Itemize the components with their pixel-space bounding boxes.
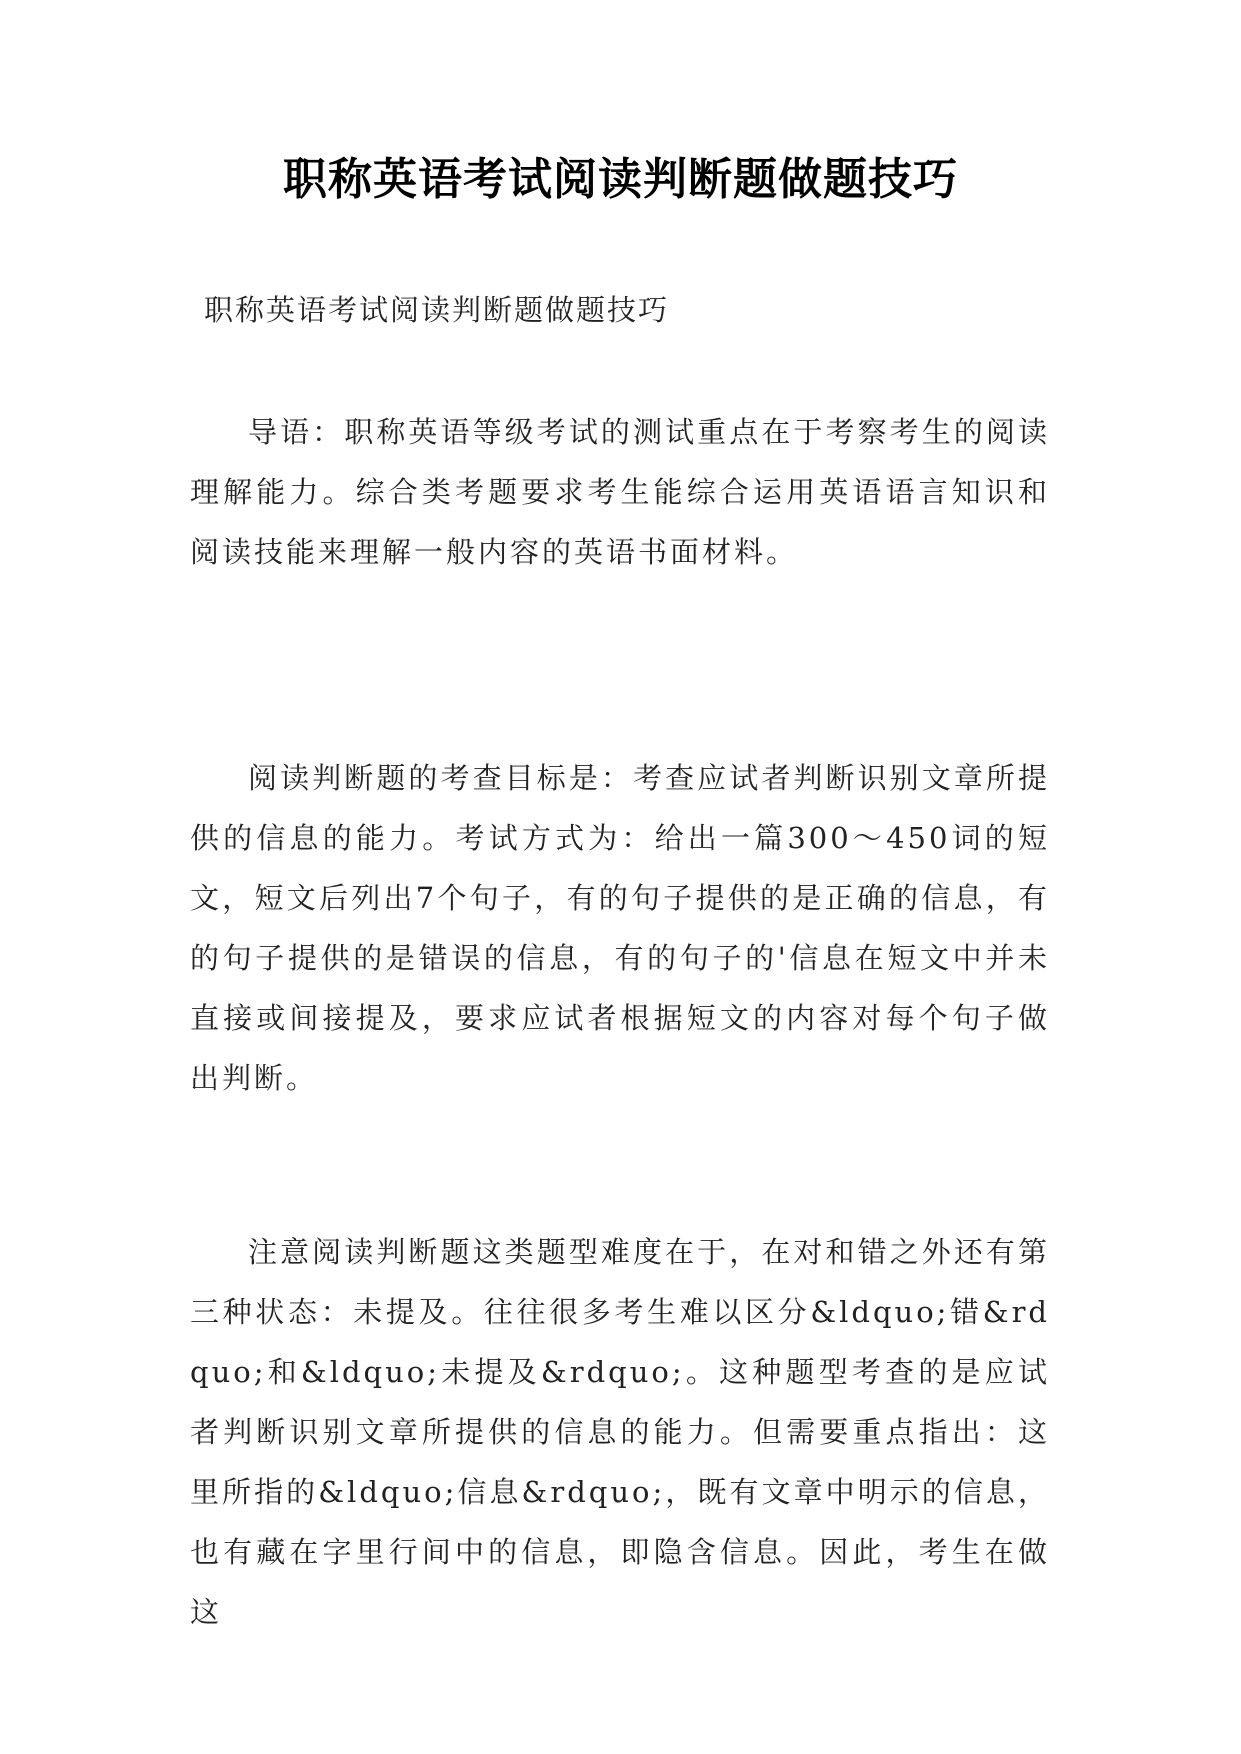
document-title: 职称英语考试阅读判断题做题技巧 xyxy=(283,154,958,205)
paragraph-difficulty: 注意阅读判断题这类题型难度在于，在对和错之外还有第三种状态：未提及。往往很多考生难以区分&ldquo;错&rdquo;和&ldquo;未提及&rdquo;。这种题型考查的是应试者判断识别文章所提供的信息的能力。但需要重点指出：这里所指的&ldquo;信息&rdquo;，既有文章中明示的信息，也有藏在字里行间中的信息，即隐含信息。因此，考生在做这 xyxy=(190,1235,1050,1629)
paragraph-objective: 阅读判断题的考查目标是：考查应试者判断识别文章所提供的信息的能力。考试方式为：给出一篇300～450词的短文，短文后列出7个句子，有的句子提供的是正确的信息，有的句子提供的是错误的信息，有的句子的'信息在短文中并未直接或间接提及，要求应试者根据短文的内容对每个句子做出判断。 xyxy=(190,761,1050,1095)
document-subtitle: 职称英语考试阅读判断题做题技巧 xyxy=(204,293,670,327)
paragraph-intro: 导语：职称英语等级考试的测试重点在于考察考生的阅读理解能力。综合类考题要求考生能综合运用英语语言知识和阅读技能来理解一般内容的英语书面材料。 xyxy=(190,415,1050,569)
